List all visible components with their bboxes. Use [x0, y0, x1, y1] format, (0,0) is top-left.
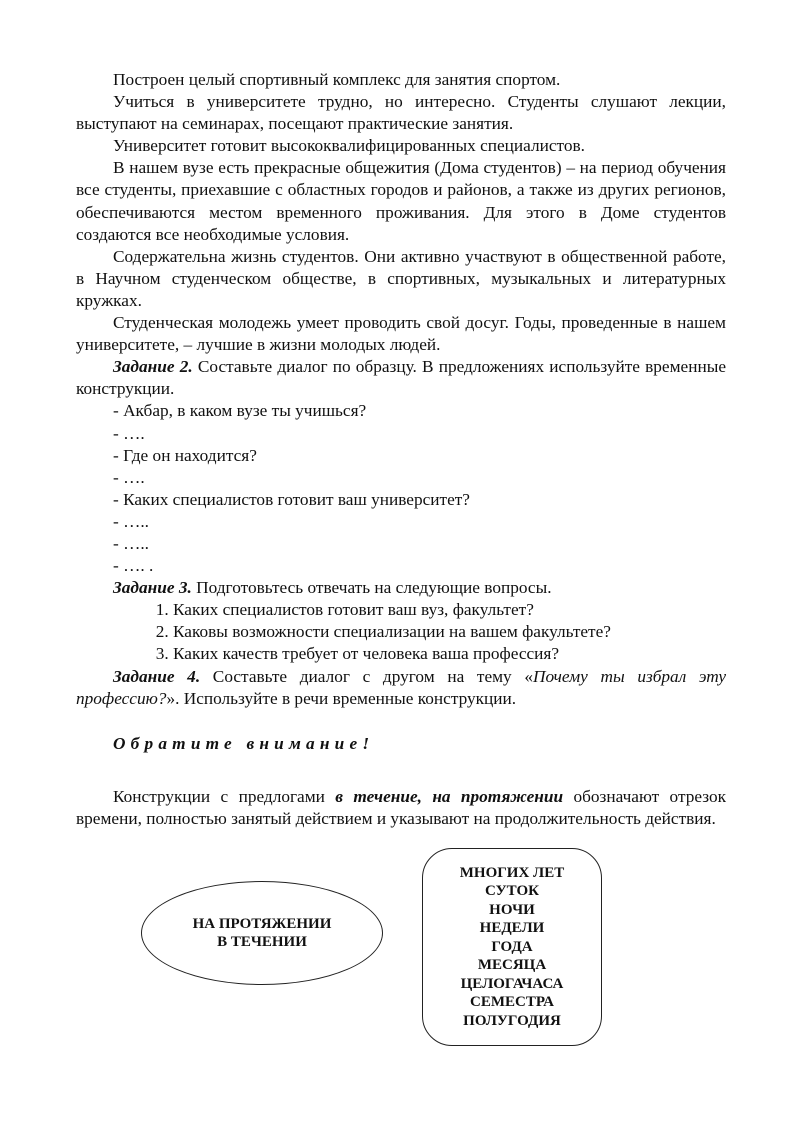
box-line: ГОДА	[491, 938, 533, 955]
box-line: МНОГИХ ЛЕТ	[459, 864, 565, 881]
task-3-questions	[76, 599, 726, 665]
paragraph-leisure: Студенческая молодежь умеет проводить свой досуг. Годы, проведенные в нашем университете, – лучшие в жизни молодых людей.	[76, 313, 726, 355]
task-3-label: Задание 3.	[113, 578, 192, 598]
task-3	[76, 577, 726, 599]
box-line: ПОЛУГОДИЯ	[463, 1012, 561, 1029]
question-item: 1. Каких специалистов готовит ваш вуз, факультет?	[173, 599, 726, 621]
note-after: обозначают отрезок времени, полностью занятый действием и указывают на продолжительность действия.	[76, 786, 727, 828]
dialog-line: - ….	[113, 467, 145, 487]
paragraph-specialists: Университет готовит высококвалифицированных специалистов.	[113, 136, 585, 156]
dialog-line: - …..	[113, 511, 149, 531]
question-item: 3. Каких качеств требует от человека ваша профессия?	[173, 643, 726, 665]
task-4-text-before: Составьте диалог с другом на тему «	[200, 666, 533, 686]
oval-line: В ТЕЧЕНИИ	[217, 934, 307, 950]
box-line: СЕМЕСТРА	[470, 994, 554, 1011]
task-4-topic: Почему ты избрал эту профессию?	[76, 666, 726, 708]
note-before: Конструкции с предлогами	[113, 786, 336, 806]
note-paragraph	[76, 786, 726, 830]
dialog-line: - Где он находится?	[113, 445, 257, 465]
attention-heading: Обратите внимание!	[113, 733, 375, 753]
task-4-label: Задание 4.	[113, 666, 201, 686]
box-line: ЦЕЛОГАЧАСА	[460, 975, 564, 992]
task-2-label: Задание 2.	[113, 357, 193, 377]
note-emphasis: в течение, на протяжении	[335, 786, 564, 806]
dialog-line: - …. .	[113, 556, 154, 576]
dialog-line: - Акбар, в каком вузе ты учишься?	[113, 401, 367, 421]
oval-line: НА ПРОТЯЖЕНИИ	[192, 915, 332, 932]
task-4	[76, 666, 726, 710]
task-2	[76, 356, 726, 400]
box-line: НОЧИ	[489, 901, 535, 918]
box-line: МЕСЯЦА	[477, 957, 547, 974]
prepositions-oval	[141, 881, 383, 985]
document-page	[76, 69, 726, 830]
dialog-line: - ….	[113, 423, 145, 443]
paragraph-dormitories: В нашем вузе есть прекрасные общежития (Дома студентов) – на период обучения все студенты, приехавшие с областных городов и районов, а также из других регионов, обеспечиваются местом временного проживания. Для этого в Доме студентов создаются все необходимые условия.	[76, 158, 726, 244]
dialog-line: - …..	[113, 533, 149, 553]
paragraph-sports-complex: Построен целый спортивный комплекс для занятия спортом.	[113, 70, 561, 89]
task-2-text: Составьте диалог по образцу. В предложениях используйте временные конструкции.	[76, 357, 726, 399]
box-line: СУТОК	[485, 883, 539, 900]
question-item: 2. Каковы возможности специализации на вашем факультете?	[173, 621, 726, 643]
task-3-text: Подготовьтесь отвечать на следующие вопросы.	[191, 578, 552, 598]
time-nouns-box	[422, 848, 602, 1046]
box-line: НЕДЕЛИ	[479, 920, 545, 937]
task-4-text-after: ». Используйте в речи временные конструкции.	[166, 688, 517, 708]
paragraph-study: Учиться в университете трудно, но интересно. Студенты слушают лекции, выступают на семинарах, посещают практические занятия.	[76, 92, 726, 134]
paragraph-student-life: Содержательна жизнь студентов. Они активно участвуют в общественной работе, в Научном студенческом обществе, в спортивных, музыкальных и литературных кружках.	[76, 246, 726, 310]
dialog-line: - Каких специалистов готовит ваш университет?	[113, 489, 470, 509]
